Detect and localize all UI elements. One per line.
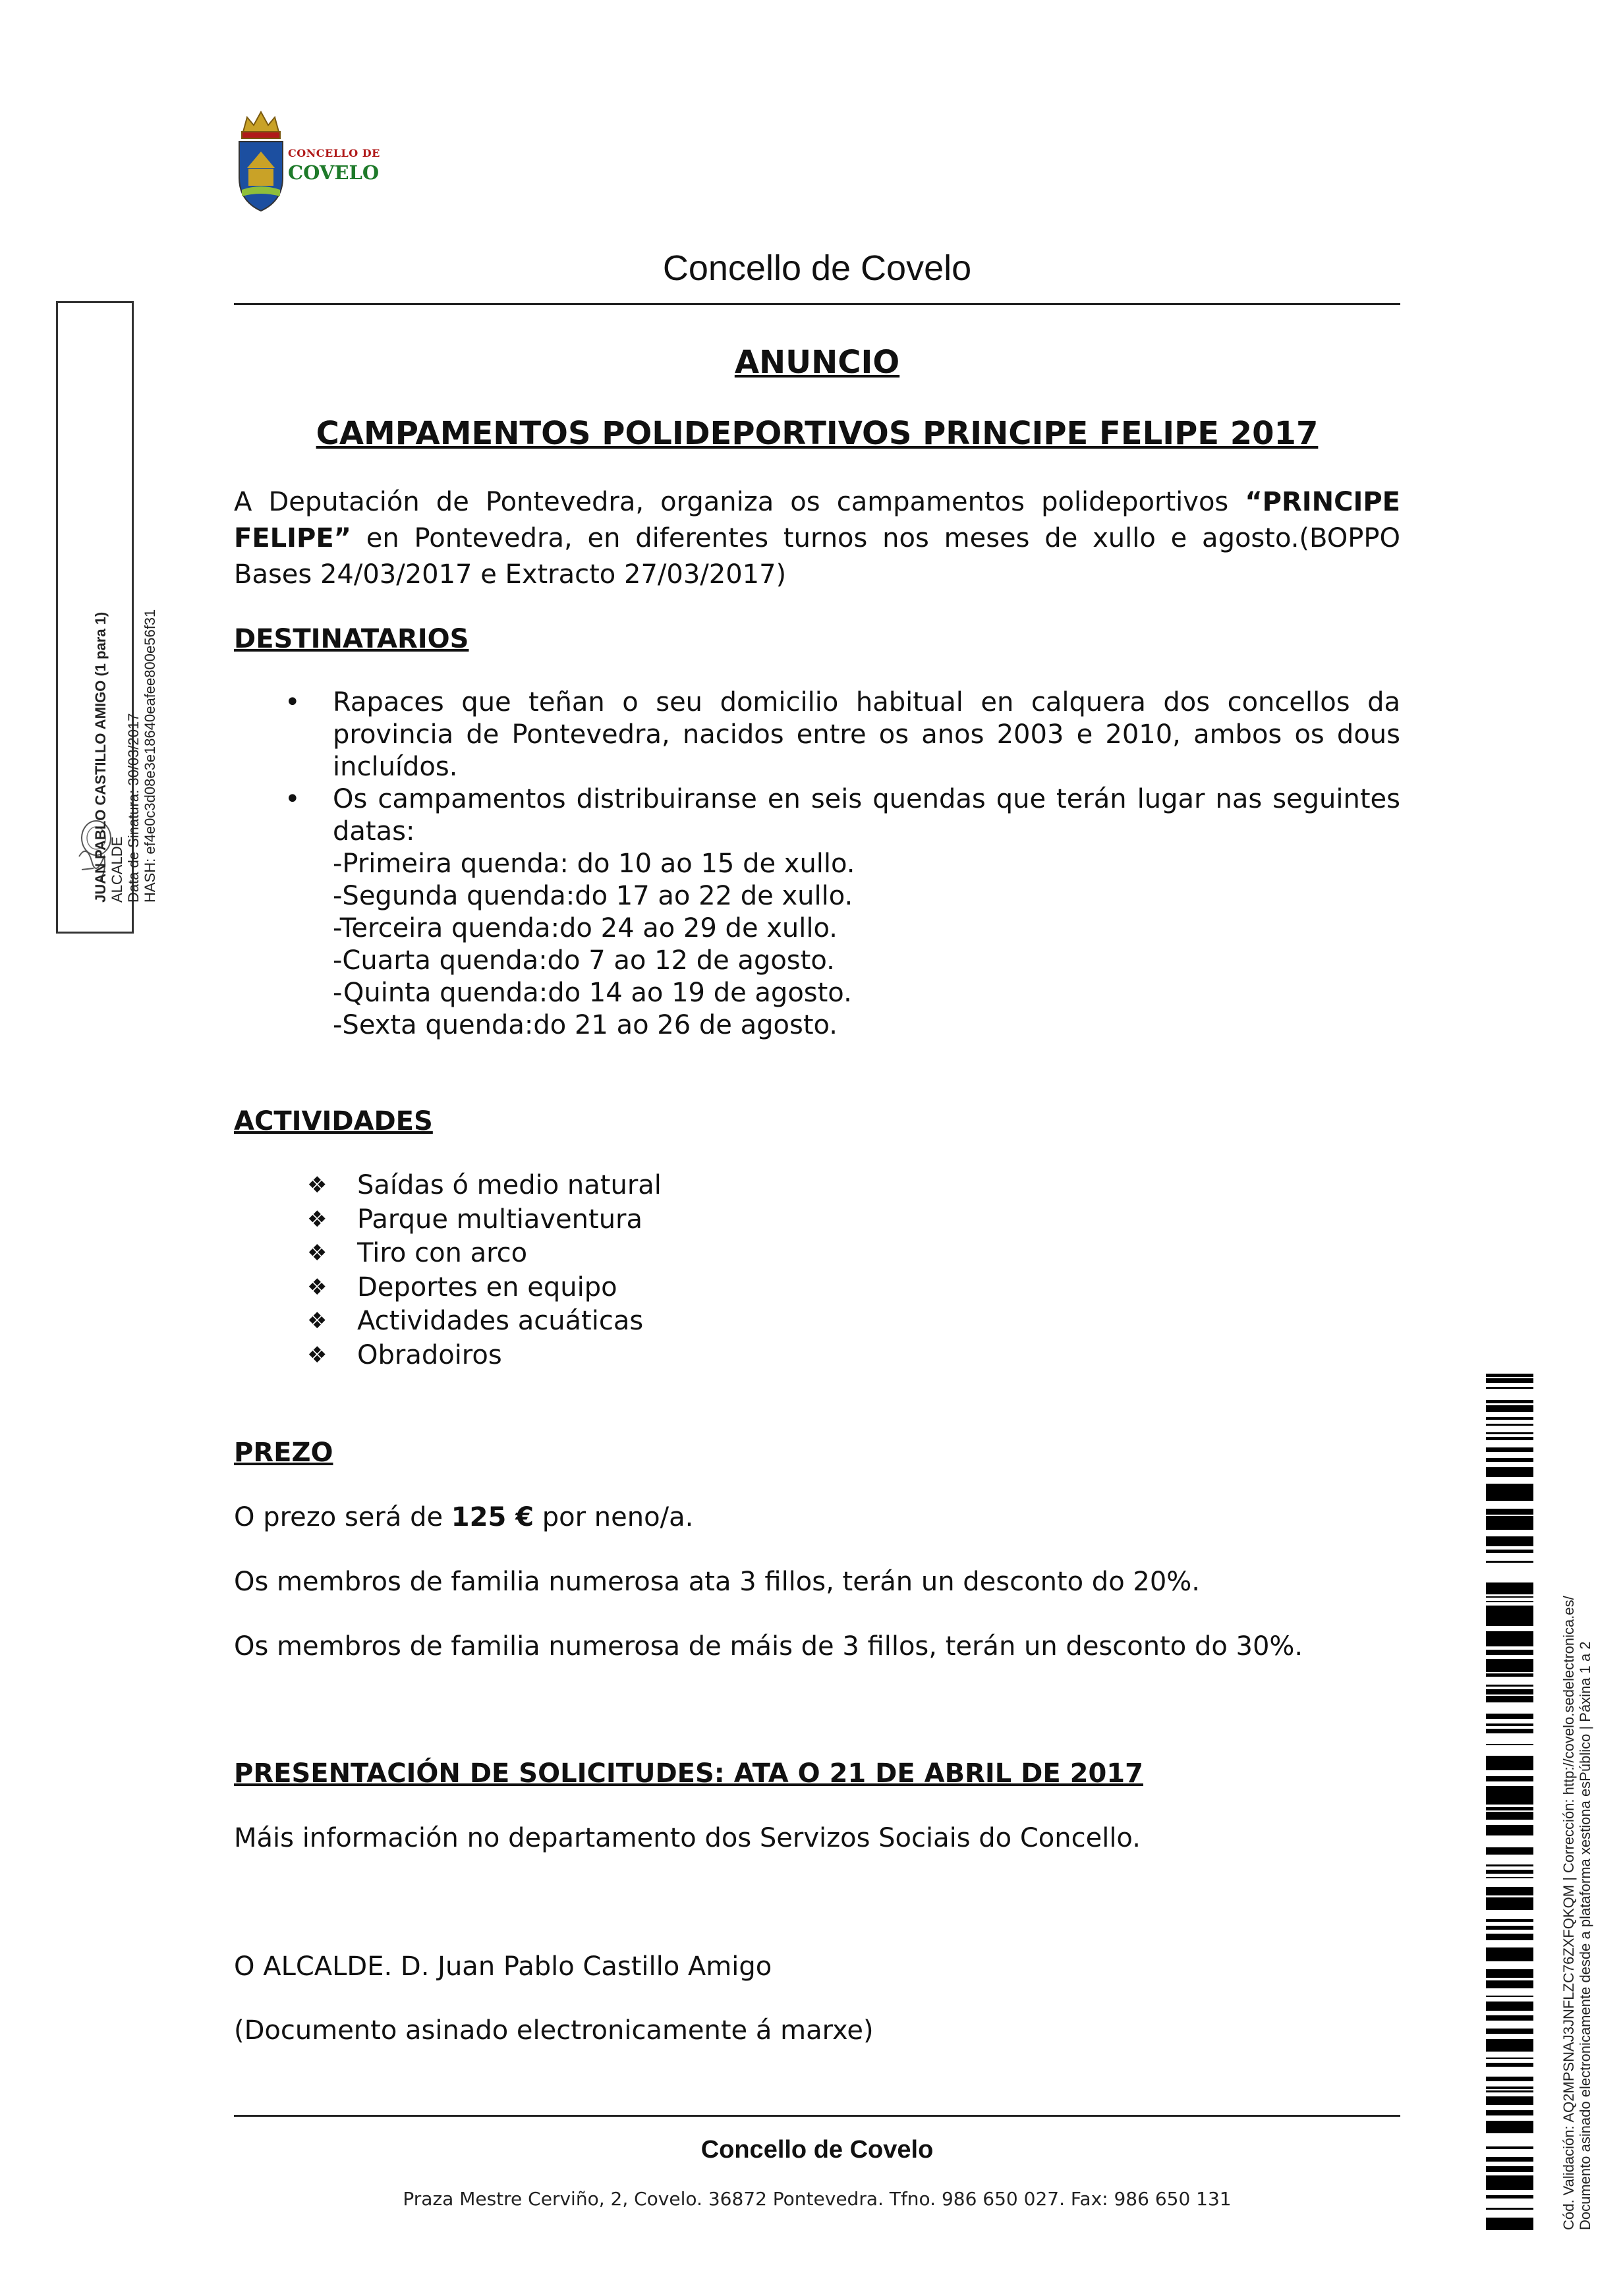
quenda-line: -Terceira quenda:do 24 ao 29 de xullo.	[333, 913, 838, 943]
prezo-line-1	[234, 1499, 1400, 1536]
barcode-bar	[1486, 1953, 1533, 1959]
barcode-bar	[1486, 1850, 1533, 1855]
signature-date: Data de Sinatura: 30/03/2017	[125, 713, 142, 903]
quenda-line: -Segunda quenda:do 17 ao 22 de xullo.	[333, 881, 853, 911]
barcode-bar	[1486, 1934, 1533, 1937]
actividades-title: ACTIVIDADES	[234, 1106, 433, 1136]
concello-logo	[234, 96, 382, 244]
barcode-bar	[1486, 1536, 1533, 1540]
barcode-bar	[1486, 2121, 1533, 2124]
barcode-bar	[1486, 1696, 1533, 1698]
barcode-bar	[1486, 2003, 1533, 2006]
signature-hash: HASH: ef4e0c3d08e3e18640eafee800e56f31	[142, 609, 158, 903]
barcode-bar	[1486, 1525, 1533, 1528]
validation-text	[1560, 1596, 1593, 2230]
barcode-bar	[1486, 1816, 1533, 1820]
barcode-bar	[1486, 1947, 1533, 1950]
barcode-bar	[1486, 1996, 1533, 1997]
barcode-bar	[1486, 2077, 1533, 2081]
barcode-bar	[1486, 2218, 1533, 2219]
prezo-text-post: por neno/a.	[534, 1502, 694, 1532]
barcode-bar	[1486, 1540, 1533, 1544]
barcode-bar	[1486, 1864, 1533, 1866]
barcode-bar	[1486, 1458, 1533, 1462]
prezo-line-2: Os membros de familia numerosa ata 3 fillos, terán un desconto do 20%.	[234, 1567, 1200, 1597]
intro-paragraph	[234, 484, 1400, 593]
barcode-bar	[1486, 1877, 1533, 1878]
barcode-bar	[1486, 1612, 1533, 1613]
barcode-bar	[1486, 1664, 1533, 1667]
barcode-bar	[1486, 1768, 1533, 1770]
barcode-bar	[1486, 1516, 1533, 1520]
actividade-label: Saídas ó medio natural	[357, 1170, 662, 1200]
barcode-bar	[1486, 2128, 1533, 2133]
barcode-bar	[1486, 1561, 1533, 1563]
barcode-bar	[1486, 1828, 1533, 1832]
barcode-bar	[1486, 1950, 1533, 1953]
barcode-bar	[1486, 1744, 1533, 1745]
barcode-bar	[1486, 1400, 1533, 1403]
document-heading: ANUNCIO	[734, 344, 900, 381]
barcode-bar	[1486, 1374, 1533, 1377]
barcode-bar	[1486, 1639, 1533, 1642]
barcode-bar	[1486, 2175, 1533, 2180]
barcode-bar	[1486, 1513, 1533, 1515]
barcode-bar	[1486, 2189, 1533, 2190]
list-item	[304, 1203, 662, 1237]
barcode-bar	[1486, 1723, 1533, 1726]
barcode-bar	[1486, 1756, 1533, 1760]
barcode-bar	[1486, 2039, 1533, 2042]
signature-line: O ALCALDE. D. Juan Pablo Castillo Amigo	[234, 1951, 772, 1982]
barcode-bar	[1486, 1520, 1533, 1521]
barcode-bar	[1486, 1432, 1533, 1434]
document-subheading: CAMPAMENTOS POLIDEPORTIVOS PRINCIPE FELIPE 2017	[316, 415, 1319, 452]
barcode-bar	[1486, 2223, 1533, 2227]
barcode-bar	[1486, 1438, 1533, 1440]
prezo-text-pre: O prezo será de	[234, 1502, 451, 1532]
intro-text-1: A Deputación de Pontevedra, organiza os campamentos polideportivos	[234, 487, 1245, 517]
barcode-bar	[1486, 1470, 1533, 1474]
barcode-bar	[1486, 2006, 1533, 2007]
barcode-bar	[1486, 1902, 1533, 1907]
intro-bold-name: “PRINCIPE FELIPE”	[234, 487, 1400, 553]
signer-role: ALCALDE	[109, 836, 125, 903]
barcode-bar	[1486, 1382, 1533, 1383]
barcode-bar	[1486, 1870, 1533, 1874]
barcode-bar	[1486, 2058, 1533, 2059]
header-rule	[234, 303, 1400, 305]
barcode-bar	[1486, 2219, 1533, 2222]
barcode-bar	[1486, 2050, 1533, 2052]
barcode-bar	[1486, 1762, 1533, 1768]
barcode-bar	[1486, 1486, 1533, 1491]
signature-note: (Documento asinado electronicamente á marxe)	[234, 2015, 874, 2046]
barcode-bar	[1486, 2090, 1533, 2092]
barcode-bar	[1486, 1926, 1533, 1930]
list-item	[277, 686, 1400, 783]
intro-text-2: en Pontevedra, en diferentes turnos nos meses de xullo e agosto.(BOPPO Bases 24/03/2017 e Extracto 27/03/2017)	[234, 523, 1400, 590]
prezo-title: PREZO	[234, 1438, 333, 1468]
destinatarios-list	[277, 686, 1400, 1042]
barcode-bar	[1486, 2110, 1533, 2115]
bullet-icon: •	[285, 687, 300, 717]
destinatarios-bullet-2: Os campamentos distribuiranse en seis quendas que terán lugar nas seguintes datas:	[333, 784, 1400, 847]
barcode-bar	[1486, 1642, 1533, 1646]
list-item	[304, 1339, 662, 1373]
barcode-bar	[1486, 2096, 1533, 2098]
barcode-bar	[1486, 1631, 1533, 1635]
barcode-bar	[1486, 1405, 1533, 1411]
barcode-bar	[1486, 1601, 1533, 1602]
barcode-bar	[1486, 1544, 1533, 1546]
barcode-bar	[1486, 1417, 1533, 1420]
barcode-bar	[1486, 1786, 1533, 1791]
barcode-bar	[1486, 1796, 1533, 1798]
barcode-bar	[1486, 1587, 1533, 1590]
validation-line-2: Documento asinado electronicamente desde a plataforma xestiona esPúblico | Páxina 1 a 2	[1577, 1641, 1593, 2230]
barcode-bar	[1486, 1613, 1533, 1617]
barcode-bar	[1486, 2002, 1533, 2003]
barcode-bar	[1486, 1698, 1533, 1700]
barcode-bar	[1486, 1650, 1533, 1655]
barcode-bar	[1486, 1635, 1533, 1639]
barcode-bar	[1486, 1730, 1533, 1733]
barcode-bar	[1486, 2098, 1533, 2100]
barcode-bar	[1486, 2044, 1533, 2048]
list-item	[304, 1237, 662, 1271]
destinatarios-bullet-1: Rapaces que teñan o seu domicilio habitual en calquera dos concellos da provincia de Pontevedra, nacidos entre os anos 2003 e 2010, ambos os dous incluídos.	[333, 687, 1400, 782]
prezo-amount: 125 €	[451, 1502, 534, 1532]
diamond-bullet-icon: ❖	[307, 1240, 327, 1266]
barcode-bar	[1486, 1976, 1533, 1978]
barcode-bar	[1486, 1582, 1533, 1584]
barcode-bar	[1486, 2227, 1533, 2230]
barcode-bar	[1486, 1521, 1533, 1525]
prezo-line-3: Os membros de familia numerosa de máis de 3 fillos, terán un desconto do 30%.	[234, 1631, 1303, 1662]
diamond-bullet-icon: ❖	[307, 1206, 327, 1233]
barcode-bar	[1486, 2222, 1533, 2223]
barcode-bar	[1486, 1959, 1533, 1961]
actividade-label: Obradoiros	[357, 1339, 502, 1370]
barcode-bar	[1486, 1609, 1533, 1612]
barcode-bar	[1486, 1897, 1533, 1902]
barcode-bar	[1486, 1689, 1533, 1694]
barcode-bar	[1486, 2101, 1533, 2105]
presentacion-info: Máis información no departamento dos Servizos Sociais do Concello.	[234, 1823, 1141, 1853]
barcode-bar	[1486, 1528, 1533, 1530]
list-item	[304, 1304, 662, 1339]
signer-name: JUAN PABLO CASTILLO AMIGO (1 para 1)	[92, 611, 109, 903]
destinatarios-title: DESTINATARIOS	[234, 624, 469, 654]
barcode-bar	[1486, 1799, 1533, 1805]
barcode-bar	[1486, 1700, 1533, 1702]
actividades-list	[304, 1169, 662, 1372]
barcode-bar	[1486, 2166, 1533, 2169]
barcode-bar	[1486, 1474, 1533, 1477]
barcode-bar	[1486, 1496, 1533, 1501]
barcode-bar	[1486, 1847, 1533, 1850]
barcode-bar	[1486, 1987, 1533, 1988]
barcode-bar	[1486, 1667, 1533, 1672]
barcode-bar	[1486, 2157, 1533, 2162]
barcode-bar	[1486, 1980, 1533, 1985]
barcode-bar	[1486, 1437, 1533, 1438]
validation-line-1: Cód. Validación: AQ2MPSNAJ3JNFLZC76ZXFQKQM | Corrección: http://covelo.sedelectronica.es/	[1560, 1596, 1577, 2230]
diamond-bullet-icon: ❖	[307, 1341, 327, 1368]
barcode-bar	[1486, 2185, 1533, 2189]
barcode-bar	[1486, 1387, 1533, 1389]
barcode-bar	[1486, 2208, 1533, 2210]
barcode-bar	[1486, 1484, 1533, 1486]
diamond-bullet-icon: ❖	[307, 1172, 327, 1198]
list-item	[277, 783, 1400, 1042]
barcode-bar	[1486, 2065, 1533, 2067]
quenda-line: -Primeira quenda: do 10 ao 15 de xullo.	[333, 849, 855, 879]
barcode-bar	[1486, 2063, 1533, 2065]
barcode-bar	[1486, 2048, 1533, 2050]
presentacion-title: PRESENTACIÓN DE SOLICITUDES: ATA O 21 DE ABRIL DE 2017	[234, 1758, 1143, 1789]
barcode-bar	[1486, 2180, 1533, 2185]
barcode-bar	[1486, 1673, 1533, 1677]
barcode-bar	[1486, 2007, 1533, 2011]
barcode-bar	[1486, 1491, 1533, 1496]
barcode-bar	[1486, 1825, 1533, 1828]
barcode-bar	[1486, 1596, 1533, 1598]
barcode-bar	[1486, 1791, 1533, 1796]
barcode-bar	[1486, 1807, 1533, 1810]
logo-text-bottom: COVELO	[288, 161, 380, 184]
quenda-line: -Sexta quenda:do 21 ao 26 de agosto.	[333, 1010, 838, 1040]
barcode-bar	[1486, 1798, 1533, 1799]
barcode-bar	[1486, 2042, 1533, 2044]
barcode-bar	[1486, 2100, 1533, 2101]
barcode-bar	[1486, 2086, 1533, 2089]
barcode-bar	[1486, 1919, 1533, 1922]
footer-address: Praza Mestre Cerviño, 2, Covelo. 36872 Pontevedra. Tfno. 986 650 027. Fax: 986 650 131	[403, 2188, 1232, 2210]
barcode-bar	[1486, 1685, 1533, 1687]
barcode-bar	[1486, 1447, 1533, 1452]
barcode-bar	[1486, 1623, 1533, 1626]
barcode-bar	[1486, 2146, 1533, 2149]
barcode-bar	[1486, 1760, 1533, 1762]
barcode-bar	[1486, 1617, 1533, 1623]
actividade-label: Deportes en equipo	[357, 1272, 617, 1302]
barcode-bar	[1486, 1411, 1533, 1412]
barcode-bar	[1486, 1584, 1533, 1587]
barcode-bar	[1486, 2015, 1533, 2021]
barcode-bar	[1486, 1659, 1533, 1664]
footer-rule	[234, 2115, 1400, 2117]
barcode-bar	[1486, 2169, 1533, 2172]
quenda-line: -Cuarta quenda:do 7 ao 12 de agosto.	[333, 945, 835, 976]
barcode-bar	[1486, 1550, 1533, 1553]
barcode-bar	[1486, 1890, 1533, 1895]
barcode-bar	[1486, 1832, 1533, 1835]
barcode-bar	[1486, 1509, 1533, 1513]
actividade-label: Actividades acuáticas	[357, 1306, 644, 1336]
barcode-bar	[1486, 1907, 1533, 1910]
barcode-bar	[1486, 2124, 1533, 2128]
barcode-bar	[1486, 1887, 1533, 1890]
barcode-bar	[1486, 1985, 1533, 1987]
barcode-bar	[1486, 1973, 1533, 1976]
barcode-bar	[1486, 1378, 1533, 1382]
barcode-bar	[1486, 1812, 1533, 1816]
actividade-label: Parque multiaventura	[357, 1204, 643, 1235]
diamond-bullet-icon: ❖	[307, 1274, 327, 1301]
signature-metadata	[92, 609, 158, 903]
coat-of-arms-icon	[234, 105, 288, 217]
barcode-icon	[1486, 1374, 1533, 2233]
barcode-bar	[1486, 1590, 1533, 1594]
barcode-bar	[1486, 1776, 1533, 1778]
list-item	[304, 1169, 662, 1203]
barcode-bar	[1486, 1714, 1533, 1719]
barcode-bar	[1486, 2029, 1533, 2034]
quenda-line: -Quinta quenda:do 14 ao 19 de agosto.	[333, 978, 852, 1008]
page-header-title: Concello de Covelo	[662, 248, 972, 288]
diamond-bullet-icon: ❖	[307, 1308, 327, 1334]
barcode-bar	[1486, 1424, 1533, 1426]
barcode-bar	[1486, 1729, 1533, 1730]
footer-title: Concello de Covelo	[700, 2136, 934, 2164]
barcode-bar	[1486, 1969, 1533, 1973]
barcode-bar	[1486, 1467, 1533, 1470]
logo-text-top: CONCELLO DE	[288, 147, 380, 159]
barcode-bar	[1486, 2195, 1533, 2198]
barcode-bar	[1486, 1937, 1533, 1940]
barcode-bar	[1486, 1606, 1533, 1609]
barcode-bar	[1486, 1778, 1533, 1781]
list-item	[304, 1271, 662, 1305]
bullet-icon: •	[285, 784, 300, 814]
actividade-label: Tiro con arco	[357, 1238, 528, 1268]
